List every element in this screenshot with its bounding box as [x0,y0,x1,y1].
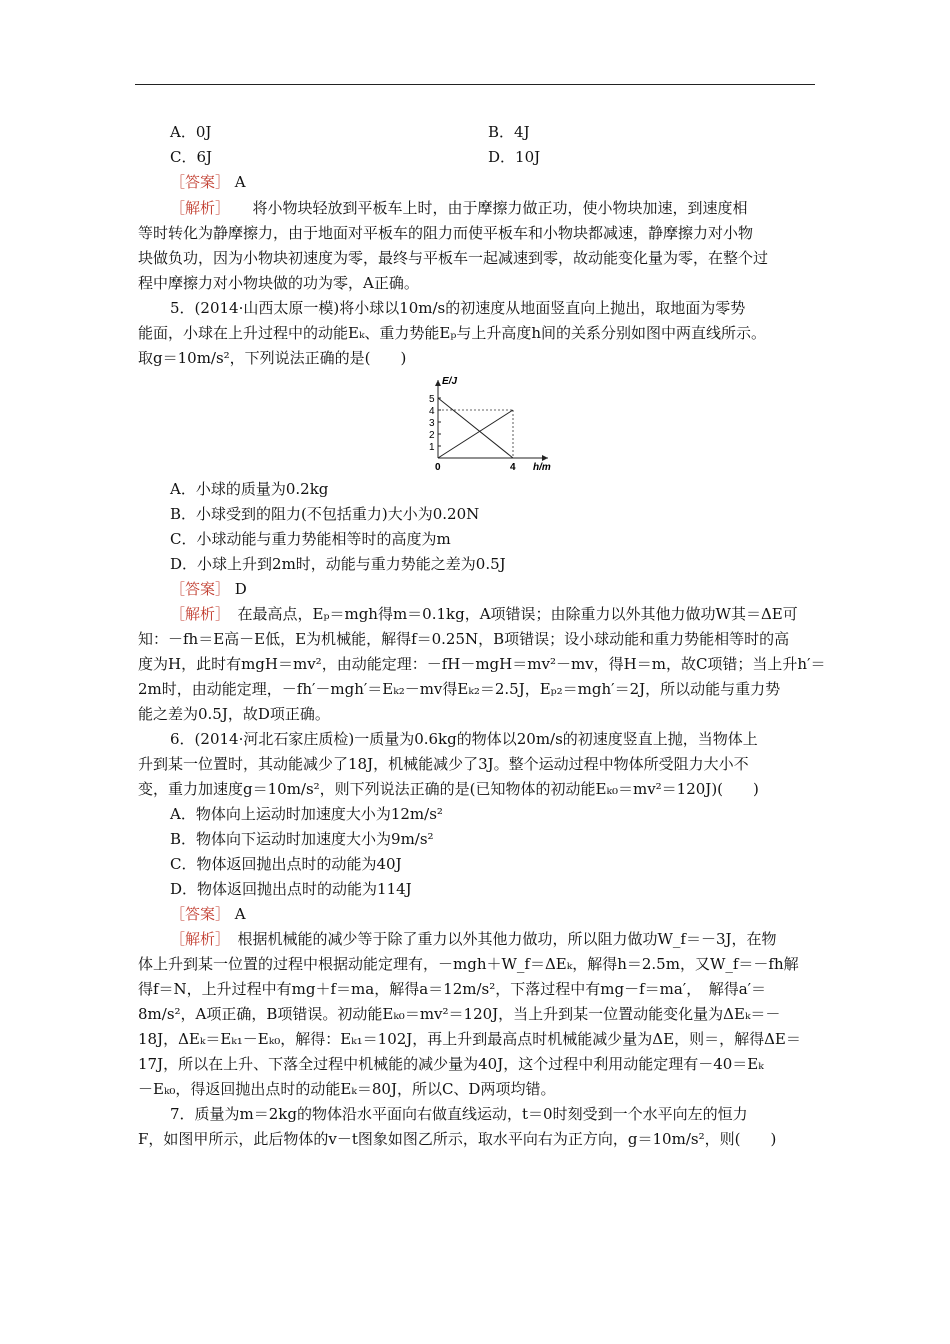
q4-option-d: D．10J [488,148,541,166]
q4-answer-line [170,172,246,192]
q7-stem-line-2: F，如图甲所示，此后物体的v－t图象如图乙所示，取水平向右为正方向，g＝10m/s²，则( ) [138,1130,777,1148]
q4-answer: A [234,173,246,191]
q6-analysis-line-7: －Eₖ₀，得返回抛出点时的动能Eₖ＝80J，所以C、D两项均错。 [138,1080,556,1098]
y-tick-label: 5 [429,394,435,405]
q5-analysis-line-2: 知：－fh＝E高－E低，E为机械能，解得f＝0.25N，B项错误；设小球动能和重力势能相等时的高 [138,630,790,648]
q6-answer: A [234,905,246,923]
x-axis-arrow [542,455,548,461]
q6-stem-line-1: 6．(2014·河北石家庄质检)一质量为0.6kg的物体以20m/s的初速度竖直上抛，当物体上 [170,730,758,748]
y-tick-label: 2 [429,430,435,441]
q6-analysis-line-1: ［解析］ 根据机械能的减少等于除了重力以外其他力做功，所以阻力做功W_f＝－3J，在物 [170,930,777,948]
y-tick-label: 4 [429,406,435,417]
q5-stem-line-3: 取g＝10m/s²，下列说法正确的是( ) [138,349,407,367]
q6-analysis-line-5: 18J，ΔEₖ＝Eₖ₁－Eₖ₀，解得：Eₖ₁＝102J，再上升到最高点时机械能减少量为ΔE，则＝，解得ΔE＝ [138,1030,801,1048]
q5-option-b: B．小球受到的阻力(不包括重力)大小为0.20N [170,505,480,523]
q5-option-c: C．小球动能与重力势能相等时的高度为m [170,530,451,548]
q5-stem-line-1: 5．(2014·山西太原一模)将小球以10m/s的初速度从地面竖直向上抛出，取地面为零势 [170,299,746,317]
answer-tag: ［答案］ [170,580,231,598]
y-tick-label: 1 [429,442,435,453]
q6-option-d: D．物体返回抛出点时的动能为114J [170,880,412,898]
q4-analysis-line-1: ［解析］ 将小物块轻放到平板车上时，由于摩擦力做正功，使小物块加速，到速度相 [170,199,748,217]
energy-height-chart [418,372,568,472]
q6-option-a: A．物体向上运动时加速度大小为12m/s² [170,805,443,823]
q6-option-b: B．物体向下运动时加速度大小为9m/s² [170,830,434,848]
y-axis-arrow [435,380,441,386]
q5-analysis-line-4: 2m时，由动能定理，－fh′－mgh′＝Eₖ₂－mv得Eₖ₂＝2.5J，Eₚ₂＝mgh′＝2J，所以动能与重力势 [138,680,781,698]
q5-stem-line-2: 能面，小球在上升过程中的动能Eₖ、重力势能Eₚ与上升高度h间的关系分别如图中两直线所示。 [138,324,767,342]
header-rule [135,84,815,85]
analysis-tag: ［解析］ [170,199,223,217]
q6-stem-line-2: 升到某一位置时，其动能减少了18J，机械能减少了3J。整个运动过程中物体所受阻力大小不 [138,755,749,773]
q6-analysis-line-6: 17J，所以在上升、下落全过程中机械能的减少量为40J，这个过程中利用动能定理有－40＝Eₖ [138,1055,764,1073]
y-tick-label: 3 [429,418,435,429]
q4-option-a: A．0J [170,123,212,141]
q7-stem-line-1: 7．质量为m＝2kg的物体沿水平面向右做直线运动，t＝0时刻受到一个水平向左的恒力 [170,1105,748,1123]
q6-option-c: C．物体返回抛出点时的动能为40J [170,855,402,873]
analysis-tag: ［解析］ [170,605,223,623]
q5-analysis-line-3: 度为H，此时有mgH＝mv²，由动能定理：－fH－mgH＝mv²－mv，得H＝m，故C项错；当上升h′＝ [138,655,826,673]
answer-tag: ［答案］ [170,905,231,923]
series-line-1 [438,398,513,458]
q5-option-a: A．小球的质量为0.2kg [170,480,329,498]
q4-analysis-line-4: 程中摩擦力对小物块做的功为零，A正确。 [138,274,419,292]
analysis-tag: ［解析］ [170,930,223,948]
answer-tag: ［答案］ [170,173,231,191]
q6-stem-line-3: 变，重力加速度g＝10m/s²，则下列说法正确的是(已知物体的初动能Eₖ₀＝mv²＝120J)( ) [138,780,759,798]
q4-analysis-line-2: 等时转化为静摩擦力，由于地面对平板车的阻力而使平板车和小物块都减速，静摩擦力对小物 [138,224,754,242]
q6-answer-line [170,904,246,924]
series-line-2 [438,410,513,458]
q6-analysis-line-3: 得f＝N，上升过程中有mg＋f＝ma，解得a＝12m/s²，下落过程中有mg－f＝ma′， 解得a′＝ [138,980,767,998]
q6-analysis-line-4: 8m/s²，A项正确，B项错误。初动能Eₖ₀＝mv²＝120J，当上升到某一位置动能变化量为ΔEₖ＝－ [138,1005,781,1023]
q5-answer-line [170,579,247,599]
q5-analysis-line-5: 能之差为0.5J，故D项正确。 [138,705,330,723]
q4-option-c: C．6J [170,148,213,166]
q4-option-b: B．4J [488,123,530,141]
q5-option-d: D．小球上升到2m时，动能与重力势能之差为0.5J [170,555,506,573]
x-axis-label: h/m [533,462,551,472]
q5-answer: D [234,580,247,598]
x-tick-label: 4 [510,462,516,472]
q4-analysis-line-3: 块做负功，因为小物块初速度为零，最终与平板车一起减速到零，故动能变化量为零，在整个过 [138,249,769,267]
q5-analysis-line-1: ［解析］ 在最高点，Eₚ＝mgh得m＝0.1kg，A项错误；由除重力以外其他力做功W其＝ΔE可 [170,605,798,623]
q6-analysis-line-2: 体上升到某一位置的过程中根据动能定理有，－mgh＋W_f＝ΔEₖ，解得h＝2.5m，又W_f＝－fh解 [138,955,799,973]
x-tick-label: 0 [435,462,441,472]
y-axis-label: E/J [442,376,458,387]
